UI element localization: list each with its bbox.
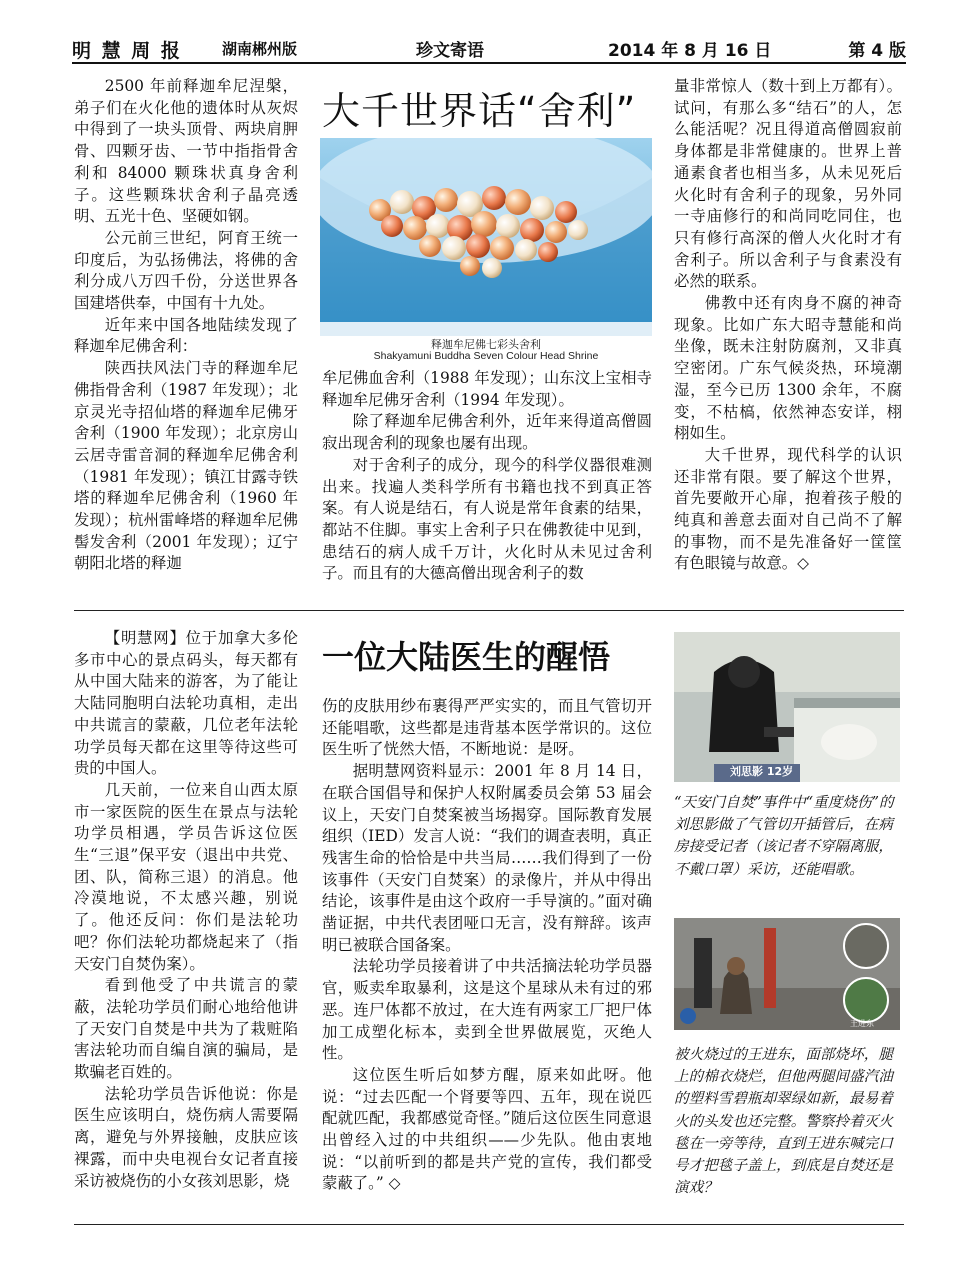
page-number: 第 4 版 bbox=[848, 41, 906, 61]
hospital-interview-photo bbox=[674, 632, 900, 782]
self-immolation-photo bbox=[674, 918, 900, 1030]
hospital-scene-illustration bbox=[674, 632, 900, 782]
paragraph: 据明慧网资料显示：2001 年 8 月 14 日，在联合国倡导和保护人权附属委员会第 53 届会议上，天安门自焚案被当场揭穿。国际教育发展组织（IED）发言人说：“我们的调查表明，真正残害生命的恰恰是中共当局……我们得到了一份该事件（天安门自焚案）的录像片，并从中得出结论，该事件是由这个政府一手导演的。”面对确凿证据，中共代表团哑口无言，没有辩辞。该声明已被联合国备案。 bbox=[322, 762, 652, 954]
article1-title: 大千世界话“舍利” bbox=[322, 89, 637, 133]
tiananmen-scene-illustration bbox=[674, 918, 900, 1030]
photo2-caption: 被火烧过的王进东，面部烧坏，腿上的棉衣烧烂，但他两腿间盛汽油的塑料雪碧瓶却翠绿如新，最易着火的头发也还完整。警察拎着灭火毯在一旁等待，直到王进东喊完口号才把毯子盖上，到底是自焚还是演戏？ bbox=[674, 1046, 893, 1197]
paragraph: 量非常惊人（数十到上万都有）。试问，有那么多“结石”的人，怎么能活呢？况且得道高僧圆寂前身体都是非常健康的。世界上普通素食者也相当多，从未见死后火化时有舍利子的现象，另外同一寺庙修行的和尚同吃同住，也只有修行高深的僧人火化时才有舍利子。所以舍利子与食素没有必然的联系。 bbox=[674, 77, 902, 291]
issue-date: 2014 年 8 月 16 日 bbox=[608, 41, 772, 61]
paragraph: 几天前，一位来自山西太原市一家医院的医生在景点与法轮功学员相遇，学员告诉这位医生“三退”保平安（退出中共党、团、队，简称三退）的消息。他冷漠地说，不太感兴趣，别说了。他还反问：你们是法轮功吧？你们法轮功都烧起来了（指天安门自焚伪案）。 bbox=[74, 780, 298, 973]
paragraph: 法轮功学员告诉他说：你是医生应该明白，烧伤病人需要隔离，避免与外界接触，皮肤应该裸露，而中央电视台女记者直接采访被烧伤的小女孩刘思影，烧 bbox=[74, 1084, 298, 1190]
page-header bbox=[72, 30, 906, 64]
article2-column-1 bbox=[74, 628, 298, 1192]
paragraph: 法轮功学员接着讲了中共活摘法轮功学员器官，贩卖牟取暴利，这是这个星球从未有过的邪恶。连尸体都不放过，在大连有两家工厂把尸体加工成塑化标本，卖到全世界做展览，灭绝人性。 bbox=[322, 957, 652, 1063]
paragraph: 伤的皮肤用纱布裹得严严实实的，而且气管切开还能唱歌，这些都是违背基本医学常识的。这位医生听了恍然大悟，不断地说：是呀。 bbox=[322, 697, 652, 759]
sarira-beads-illustration bbox=[320, 138, 652, 336]
paragraph: 除了释迦牟尼佛舍利外，近年来得道高僧圆寂出现舍利的现象也屡有出现。 bbox=[322, 412, 652, 453]
article1-column-2 bbox=[322, 368, 652, 585]
sarira-photo-caption-cn: 释迦牟尼佛七彩头舍利 bbox=[431, 338, 541, 351]
section-divider bbox=[74, 610, 904, 611]
article1-column-3 bbox=[674, 76, 902, 575]
paragraph: 近年来中国各地陆续发现了释迦牟尼佛舍利： bbox=[74, 315, 298, 356]
paragraph: 看到他受了中共谎言的蒙蔽，法轮功学员们耐心地给他讲了天安门自焚是中共为了栽赃陷害法轮功而自编自演的骗局，是欺骗老百姓的。 bbox=[74, 976, 298, 1082]
paragraph: 陕西扶风法门寺的释迦牟尼佛指骨舍利（1987 年发现）；北京灵光寺招仙塔的释迦牟尼佛牙舍利（1900 年发现）；北京房山云居寺雷音洞的释迦牟尼佛舍利（1981 年发现）；镇江甘露寺铁塔的释迦牟尼佛舍利（1960 年发现）；杭州雷峰塔的释迦牟尼佛髻发舍利（2001 年发现）；辽宁朝阳北塔的释迦 bbox=[74, 359, 298, 573]
photo1-overlay-label: 刘思影 12岁 bbox=[730, 765, 794, 778]
article2-column-2 bbox=[322, 696, 652, 1195]
edition-label: 湖南郴州版 bbox=[222, 40, 298, 58]
paragraph: 公元前三世纪，阿育王统一印度后，为弘扬佛法，将佛的舍利分成八万四千份，分送世界各国建塔供奉，中国有十九处。 bbox=[74, 228, 298, 313]
paragraph: 佛教中还有肉身不腐的神奇现象。比如广东大昭寺慧能和尚坐像，既未注射防腐剂，又非真空密闭。广东气候炎热，环境潮湿，至今已历 1300 余年，不腐变，不枯槁，依然神态安详，栩栩如生。 bbox=[674, 294, 902, 443]
masthead: 明 慧 周 报 bbox=[72, 40, 182, 62]
article2-title: 一位大陆医生的醒悟 bbox=[322, 638, 611, 676]
paragraph: 2500 年前释迦牟尼涅槃，弟子们在火化他的遗体时从灰烬中得到了一块头顶骨、两块肩胛骨、四颗牙齿、一节中指指骨舍利和 84000 颗珠状真身舍利子。这些颗珠状舍利子晶亮透明、五光十色、坚硬如钢。 bbox=[74, 77, 298, 226]
sarira-photo-caption-en: Shakyamuni Buddha Seven Colour Head Shrine bbox=[373, 350, 599, 362]
footer-divider bbox=[74, 1224, 904, 1225]
paragraph: 【明慧网】位于加拿大多伦多市中心的景点码头，每天都有从中国大陆来的游客，为了能让大陆同胞明白法轮功真相，走出中共谎言的蒙蔽，几位老年法轮功学员每天都在这里等待这些可贵的中国人。 bbox=[74, 629, 298, 778]
paragraph: 牟尼佛血舍利（1988 年发现）；山东汶上宝相寺释迦牟尼佛牙舍利（1994 年发现）。 bbox=[322, 369, 652, 409]
paragraph: 大千世界，现代科学的认识还非常有限。要了解这个世界，首先要敞开心扉，抱着孩子般的纯真和善意去面对自己尚不了解的事物，而不是先准备好一筐筐有色眼镜与故意。◇ bbox=[674, 445, 902, 573]
sarira-photo bbox=[320, 138, 652, 336]
photo1-caption: “天安门自焚”事件中“重度烧伤”的刘思影做了气管切开插管后，在病房接受记者（该记者不穿隔离服，不戴口罩）采访，还能唱歌。 bbox=[674, 794, 894, 878]
paragraph: 这位医生听后如梦方醒，原来如此呀。他说：“过去匹配一个肾要等四、五年，现在说匹配就匹配，我都感觉奇怪。”随后这位医生同意退出曾经入过的中共组织——少先队。他由衷地说：“以前听到的都是共产党的宣传，我们都受蒙蔽了。” ◇ bbox=[322, 1065, 652, 1193]
photo2-overlay-label: 王进东 bbox=[850, 1019, 874, 1028]
section-label: 珍文寄语 bbox=[416, 41, 484, 61]
paragraph: 对于舍利子的成分，现今的科学仪器很难测出来。找遍人类科学所有书籍也找不到真正答案。有人说是结石，有人说是常年食素的结果，都站不住脚。事实上舍利子只在佛教徒中见到，患结石的病人成千万计，火化时从未见过舍利子。而且有的大德高僧出现舍利子的数 bbox=[322, 455, 652, 583]
article1-column-1 bbox=[74, 76, 298, 575]
